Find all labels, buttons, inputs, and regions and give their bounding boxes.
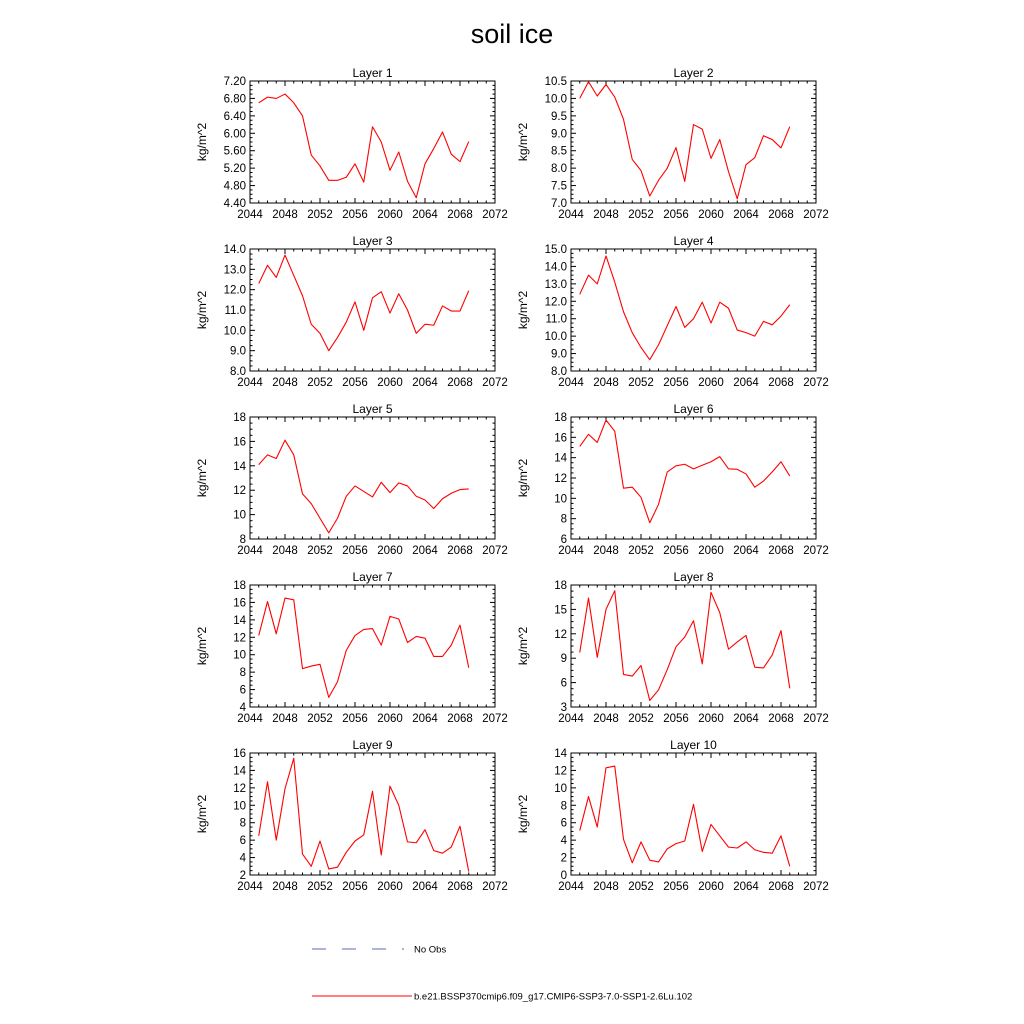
y-tick-label: 4.80 xyxy=(223,180,246,193)
x-tick-label: 2048 xyxy=(272,713,298,725)
y-tick-label: 8 xyxy=(239,534,246,546)
legend-obs-label: No Obs xyxy=(414,944,447,956)
x-tick-label: 2044 xyxy=(558,209,584,221)
series-line xyxy=(580,766,790,866)
y-tick-label: 18 xyxy=(554,580,567,592)
y-tick-label: 10.0 xyxy=(223,325,246,338)
x-tick-label: 2064 xyxy=(733,713,759,725)
y-axis-label: kg/m^2 xyxy=(516,122,530,162)
x-tick-label: 2056 xyxy=(663,713,689,725)
plot-frame xyxy=(571,417,816,539)
x-tick-label: 2072 xyxy=(803,881,829,893)
y-tick-label: 9.0 xyxy=(551,128,567,141)
x-tick-label: 2056 xyxy=(342,881,368,893)
y-tick-label: 6 xyxy=(560,534,567,546)
y-tick-label: 8 xyxy=(560,513,567,526)
y-tick-label: 12 xyxy=(233,782,246,795)
x-tick-label: 2056 xyxy=(342,713,368,725)
x-tick-label: 2060 xyxy=(377,713,403,725)
y-tick-label: 10 xyxy=(554,782,567,795)
y-tick-label: 4 xyxy=(239,702,246,714)
x-tick-label: 2068 xyxy=(447,209,473,221)
x-tick-label: 2060 xyxy=(377,881,403,893)
y-tick-label: 10.0 xyxy=(544,331,567,344)
y-tick-label: 12 xyxy=(554,473,567,485)
y-tick-label: 12 xyxy=(554,765,567,778)
x-tick-label: 2056 xyxy=(342,545,368,557)
x-tick-label: 2064 xyxy=(412,377,438,389)
x-tick-label: 2052 xyxy=(307,545,333,557)
x-tick-label: 2064 xyxy=(412,881,438,893)
x-tick-label: 2056 xyxy=(663,209,689,221)
panel-layer-8 xyxy=(516,570,829,725)
series-line xyxy=(580,256,790,360)
y-tick-label: 15.0 xyxy=(544,244,567,256)
y-tick-label: 16 xyxy=(233,597,246,610)
y-tick-label: 8 xyxy=(239,667,246,680)
y-tick-label: 14 xyxy=(233,460,246,473)
x-tick-label: 2060 xyxy=(377,377,403,389)
x-tick-label: 2064 xyxy=(733,881,759,893)
y-tick-label: 12 xyxy=(233,632,246,645)
y-tick-label: 6.00 xyxy=(223,128,246,141)
y-tick-label: 10 xyxy=(554,493,567,506)
x-tick-label: 2056 xyxy=(663,881,689,893)
panel-title: Layer 3 xyxy=(352,234,393,248)
y-tick-label: 2 xyxy=(560,852,567,865)
plot-frame xyxy=(571,585,816,707)
x-tick-label: 2056 xyxy=(663,545,689,557)
panel-layer-6 xyxy=(516,402,829,557)
x-tick-label: 2052 xyxy=(628,881,654,893)
y-tick-label: 4 xyxy=(239,852,246,865)
y-tick-label: 10.0 xyxy=(544,93,567,106)
series-line xyxy=(580,82,790,199)
y-tick-label: 2 xyxy=(239,870,246,882)
y-tick-label: 11.0 xyxy=(224,305,246,317)
x-tick-label: 2064 xyxy=(412,713,438,725)
x-tick-label: 2060 xyxy=(698,377,724,389)
plot-frame xyxy=(571,753,816,875)
y-tick-label: 18 xyxy=(233,580,246,592)
x-tick-label: 2044 xyxy=(558,881,584,893)
panel-title: Layer 1 xyxy=(352,66,393,80)
y-tick-label: 10 xyxy=(233,800,246,813)
series-line xyxy=(259,255,469,351)
x-tick-label: 2052 xyxy=(628,545,654,557)
y-tick-label: 0 xyxy=(560,870,567,882)
x-tick-label: 2044 xyxy=(237,881,263,893)
y-tick-label: 8.0 xyxy=(230,366,246,378)
panel-title: Layer 5 xyxy=(352,402,393,416)
panel-layer-9 xyxy=(195,738,508,893)
panel-title: Layer 6 xyxy=(673,402,714,416)
y-tick-label: 13.0 xyxy=(544,278,567,291)
panel-layer-7 xyxy=(195,570,508,725)
x-tick-label: 2052 xyxy=(307,881,333,893)
y-axis-label: kg/m^2 xyxy=(195,122,209,162)
x-tick-label: 2056 xyxy=(342,377,368,389)
y-tick-label: 4 xyxy=(560,835,567,848)
x-tick-label: 2044 xyxy=(558,377,584,389)
x-tick-label: 2048 xyxy=(593,881,619,893)
plot-frame xyxy=(571,249,816,371)
y-axis-label: kg/m^2 xyxy=(516,626,530,666)
y-axis-label: kg/m^2 xyxy=(195,626,209,666)
plot-frame xyxy=(250,249,495,371)
x-tick-label: 2064 xyxy=(733,209,759,221)
y-tick-label: 14 xyxy=(233,765,246,778)
y-tick-label: 6 xyxy=(560,817,567,830)
y-tick-label: 4.40 xyxy=(223,198,246,210)
series-line xyxy=(259,440,469,533)
x-tick-label: 2068 xyxy=(768,209,794,221)
panel-title: Layer 4 xyxy=(673,234,714,248)
series-line xyxy=(580,420,790,523)
y-tick-label: 18 xyxy=(233,412,246,424)
x-tick-label: 2060 xyxy=(698,881,724,893)
x-tick-label: 2068 xyxy=(768,713,794,725)
y-axis-label: kg/m^2 xyxy=(516,458,530,498)
x-tick-label: 2072 xyxy=(803,209,829,221)
x-tick-label: 2072 xyxy=(482,377,508,389)
x-tick-label: 2060 xyxy=(698,713,724,725)
x-tick-label: 2068 xyxy=(447,713,473,725)
y-tick-label: 18 xyxy=(554,412,567,424)
x-tick-label: 2072 xyxy=(482,881,508,893)
plot-frame xyxy=(250,585,495,707)
x-tick-label: 2068 xyxy=(768,881,794,893)
plot-frame xyxy=(250,81,495,203)
x-tick-label: 2048 xyxy=(593,545,619,557)
panel-layer-2 xyxy=(516,66,829,221)
x-tick-label: 2072 xyxy=(803,545,829,557)
x-tick-label: 2044 xyxy=(237,713,263,725)
x-tick-label: 2056 xyxy=(663,377,689,389)
x-tick-label: 2064 xyxy=(733,377,759,389)
y-tick-label: 7.20 xyxy=(223,76,246,88)
x-tick-label: 2052 xyxy=(307,713,333,725)
y-tick-label: 9.0 xyxy=(551,348,567,361)
x-tick-label: 2060 xyxy=(698,209,724,221)
y-tick-label: 12.0 xyxy=(544,296,567,309)
x-tick-label: 2048 xyxy=(272,377,298,389)
y-tick-label: 10.5 xyxy=(544,76,567,88)
x-tick-label: 2052 xyxy=(628,713,654,725)
x-tick-label: 2060 xyxy=(377,209,403,221)
y-tick-label: 8 xyxy=(560,800,567,813)
panel-title: Layer 10 xyxy=(670,738,717,752)
x-tick-label: 2064 xyxy=(412,209,438,221)
x-tick-label: 2052 xyxy=(628,377,654,389)
x-tick-label: 2072 xyxy=(482,545,508,557)
x-tick-label: 2048 xyxy=(272,545,298,557)
x-tick-label: 2048 xyxy=(593,713,619,725)
y-tick-label: 13.0 xyxy=(223,264,246,277)
y-tick-label: 9.5 xyxy=(551,110,567,123)
panel-title: Layer 2 xyxy=(673,66,714,80)
y-tick-label: 14 xyxy=(233,614,246,627)
y-tick-label: 7.5 xyxy=(551,180,567,193)
panel-layer-3 xyxy=(195,234,508,389)
y-tick-label: 16 xyxy=(233,748,246,760)
x-tick-label: 2072 xyxy=(482,209,508,221)
y-axis-label: kg/m^2 xyxy=(195,458,209,498)
x-tick-label: 2068 xyxy=(447,881,473,893)
series-line xyxy=(259,758,469,871)
x-tick-label: 2044 xyxy=(237,209,263,221)
y-tick-label: 8.0 xyxy=(551,163,567,176)
y-tick-label: 5.20 xyxy=(223,163,246,176)
x-tick-label: 2064 xyxy=(733,545,759,557)
x-tick-label: 2052 xyxy=(628,209,654,221)
y-tick-label: 12.0 xyxy=(223,284,246,297)
panel-title: Layer 7 xyxy=(352,570,393,584)
x-tick-label: 2044 xyxy=(558,713,584,725)
x-tick-label: 2072 xyxy=(482,713,508,725)
y-tick-label: 11.0 xyxy=(545,313,567,326)
plot-frame xyxy=(250,753,495,875)
panel-title: Layer 8 xyxy=(673,570,714,584)
y-tick-label: 8.5 xyxy=(551,145,567,158)
y-tick-label: 9 xyxy=(560,653,567,666)
x-tick-label: 2068 xyxy=(447,545,473,557)
y-axis-label: kg/m^2 xyxy=(516,290,530,330)
y-tick-label: 3 xyxy=(560,702,567,714)
x-tick-label: 2048 xyxy=(593,209,619,221)
x-tick-label: 2052 xyxy=(307,377,333,389)
x-tick-label: 2048 xyxy=(593,377,619,389)
x-tick-label: 2068 xyxy=(447,377,473,389)
y-tick-label: 6 xyxy=(560,677,567,690)
y-axis-label: kg/m^2 xyxy=(195,290,209,330)
y-axis-label: kg/m^2 xyxy=(195,794,209,834)
series-line xyxy=(580,591,790,701)
panel-layer-10 xyxy=(516,738,829,893)
y-tick-label: 6 xyxy=(239,835,246,848)
y-tick-label: 10 xyxy=(233,649,246,662)
x-tick-label: 2048 xyxy=(272,209,298,221)
series-line xyxy=(259,598,469,697)
x-tick-label: 2072 xyxy=(803,713,829,725)
legend xyxy=(312,945,692,1003)
x-tick-label: 2044 xyxy=(237,545,263,557)
x-tick-label: 2064 xyxy=(412,545,438,557)
y-tick-label: 7.0 xyxy=(551,198,567,210)
y-tick-label: 6 xyxy=(239,684,246,697)
panel-layer-1 xyxy=(195,66,508,221)
y-tick-label: 6.40 xyxy=(223,110,246,123)
y-tick-label: 12 xyxy=(233,485,246,498)
y-tick-label: 14 xyxy=(554,452,567,465)
y-tick-label: 10 xyxy=(233,509,246,522)
y-tick-label: 15 xyxy=(554,604,567,617)
plot-frame xyxy=(571,81,816,203)
x-tick-label: 2060 xyxy=(377,545,403,557)
plot-frame xyxy=(250,417,495,539)
y-tick-label: 8.0 xyxy=(551,366,567,378)
figure-title: soil ice xyxy=(470,19,554,49)
panel-grid xyxy=(195,66,829,893)
series-line xyxy=(259,94,469,198)
panel-layer-4 xyxy=(516,234,829,389)
x-tick-label: 2056 xyxy=(342,209,368,221)
y-tick-label: 6.80 xyxy=(223,93,246,106)
y-tick-label: 16 xyxy=(233,436,246,449)
y-tick-label: 14.0 xyxy=(223,244,246,256)
y-tick-label: 5.60 xyxy=(223,145,246,158)
x-tick-label: 2072 xyxy=(803,377,829,389)
panel-title: Layer 9 xyxy=(352,738,393,752)
y-tick-label: 14 xyxy=(554,748,567,760)
x-tick-label: 2052 xyxy=(307,209,333,221)
x-tick-label: 2060 xyxy=(698,545,724,557)
panel-layer-5 xyxy=(195,402,508,557)
x-tick-label: 2044 xyxy=(558,545,584,557)
x-tick-label: 2068 xyxy=(768,377,794,389)
x-tick-label: 2044 xyxy=(237,377,263,389)
y-axis-label: kg/m^2 xyxy=(516,794,530,834)
legend-model-label: b.e21.BSSP370cmip6.f09_g17.CMIP6-SSP3-7.0-SSP1-2.6Lu.102 xyxy=(414,991,693,1003)
x-tick-label: 2068 xyxy=(768,545,794,557)
x-tick-label: 2048 xyxy=(272,881,298,893)
y-tick-label: 16 xyxy=(554,432,567,445)
y-tick-label: 14.0 xyxy=(544,261,567,274)
y-tick-label: 12 xyxy=(554,628,567,641)
y-tick-label: 9.0 xyxy=(230,345,246,358)
y-tick-label: 8 xyxy=(239,817,246,830)
